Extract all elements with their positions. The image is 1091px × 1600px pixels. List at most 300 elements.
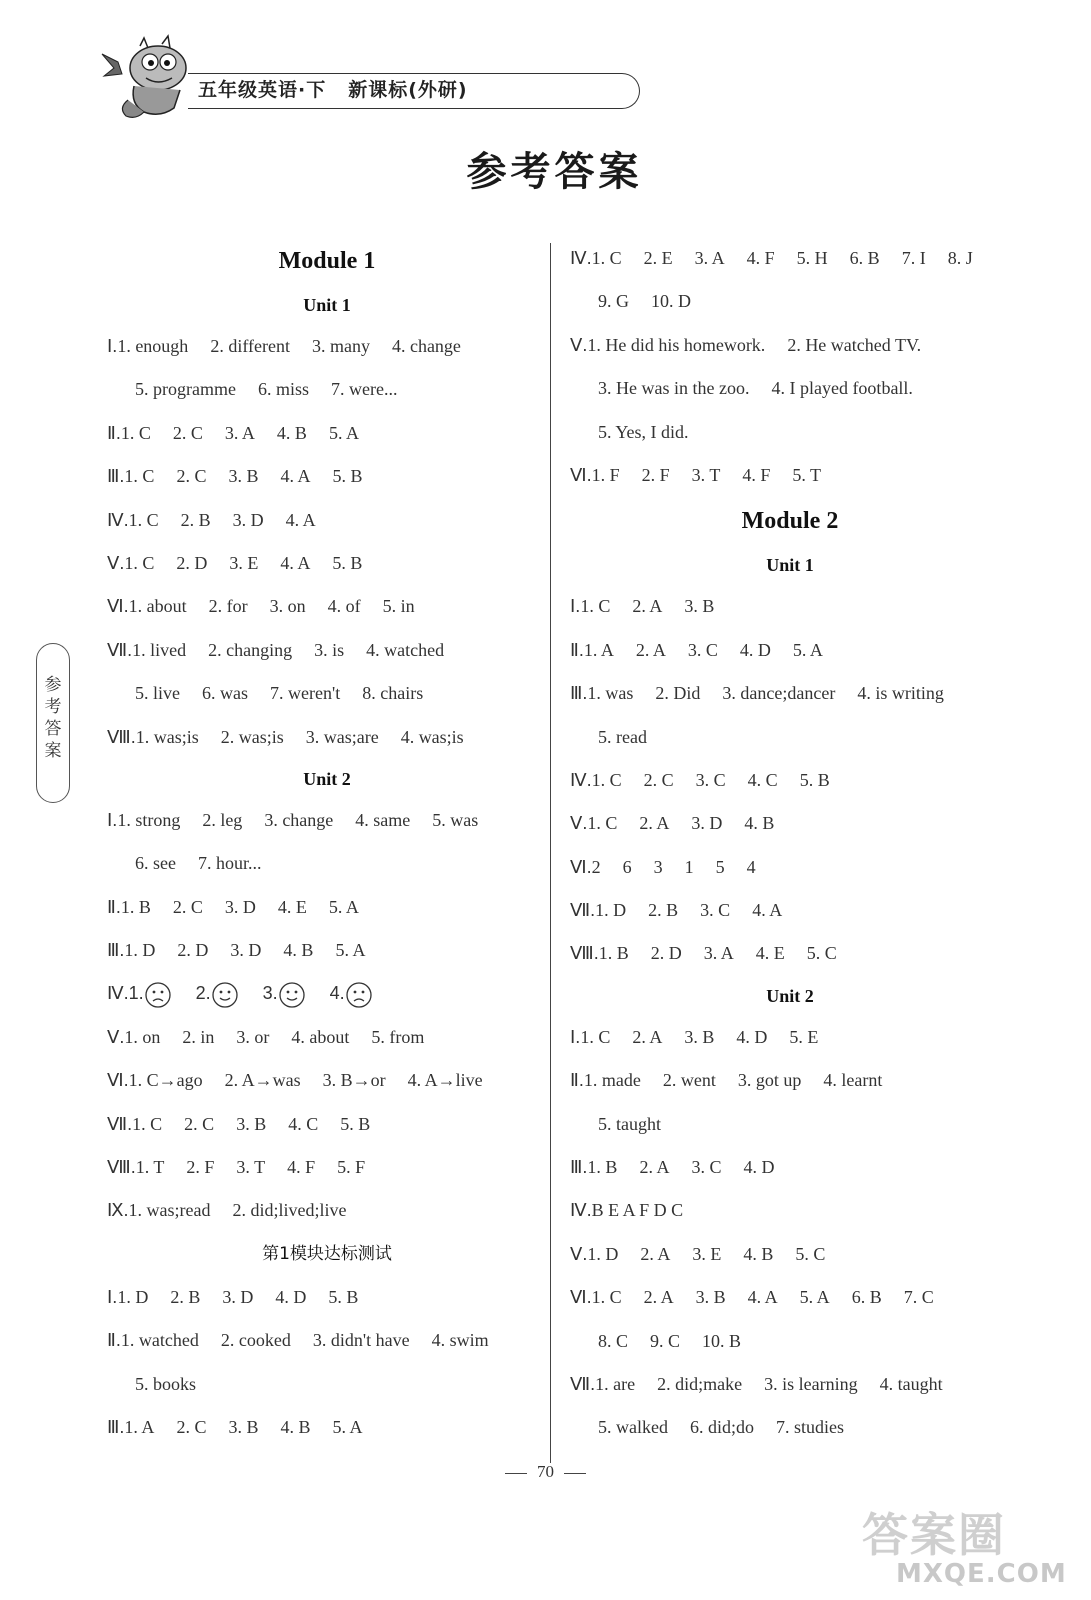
answer-item: 3. B — [228, 466, 259, 487]
answer-item: 5. B — [340, 1113, 371, 1134]
answer-line — [107, 629, 547, 672]
answer-item: 3. E — [692, 1243, 722, 1264]
answer-number: 1. — [128, 983, 144, 1004]
answer-item: 6 — [622, 856, 632, 877]
answer-line — [570, 237, 1010, 280]
page-number — [0, 1462, 1091, 1482]
answer-item: 5. programme — [135, 379, 236, 400]
answer-line — [107, 1146, 547, 1189]
answer-item: 4. taught — [879, 1373, 943, 1394]
answer-item: 2. A — [639, 1157, 670, 1178]
answer-line — [107, 412, 547, 455]
answer-item: 4. F — [746, 248, 775, 268]
answer-item: 4. I played football. — [771, 378, 913, 399]
answer-item: 2. C — [643, 769, 674, 790]
answer-item: 2. F — [186, 1157, 215, 1178]
answer-item: 5. A — [799, 1287, 830, 1308]
answer-item: 2. He watched TV. — [787, 334, 922, 355]
sad-face-icon — [144, 981, 172, 1009]
answer-line — [107, 499, 547, 542]
right-answer-column — [570, 237, 1010, 1450]
answer-line — [107, 585, 547, 628]
answer-item: 5. E — [789, 1026, 819, 1047]
answer-item: 3. B — [684, 596, 715, 617]
answer-item: 2. A — [632, 596, 663, 617]
answer-item: 3. C — [695, 769, 726, 790]
module-heading: Module 2 — [741, 508, 839, 535]
answer-line — [107, 886, 547, 929]
book-grade-label: 五年级英语·下 — [198, 79, 327, 101]
answer-item: 1. C — [132, 1113, 163, 1134]
watermark-url: MXQE.COM — [896, 1559, 1067, 1589]
answer-item: 3. B — [228, 1416, 259, 1437]
answer-item: 1. watched — [120, 1330, 199, 1351]
answer-item: 1. was;read — [128, 1200, 211, 1221]
answer-item: 2. D — [176, 552, 208, 573]
answer-item: 4. A — [747, 1287, 778, 1308]
section-label: Ⅳ. — [570, 769, 592, 790]
answer-item: 4. F — [742, 464, 771, 485]
section-label: Ⅷ. — [570, 943, 599, 964]
answer-number: 3. — [262, 983, 278, 1004]
answer-item: 8. C — [598, 1330, 629, 1351]
answer-item: 1. was;is — [135, 726, 199, 747]
answer-line — [107, 972, 547, 1015]
answer-line — [570, 411, 1010, 454]
answer-item: 5. B — [332, 466, 363, 487]
answer-item: 4. learnt — [823, 1070, 883, 1091]
answer-item: 1. C — [580, 1026, 611, 1047]
answer-item: 5. was — [432, 809, 479, 830]
answer-item: 2. A — [640, 1243, 671, 1264]
answer-line — [570, 585, 1010, 628]
answer-item: 4. D — [736, 1026, 768, 1047]
answer-item: 4. same — [355, 809, 411, 830]
answer-item: 4. of — [327, 596, 361, 617]
section-label: Ⅶ. — [570, 900, 596, 921]
answer-item: 4. change — [391, 336, 461, 356]
answer-item: 2 — [591, 856, 601, 877]
unit-heading: Unit 2 — [303, 768, 351, 789]
answer-line — [570, 846, 1010, 889]
answer-line — [107, 672, 547, 715]
answer-item: 5. F — [337, 1157, 366, 1178]
answer-item: 1. A — [124, 1416, 155, 1437]
header-banner — [188, 73, 640, 109]
answer-item: 8. J — [947, 248, 973, 268]
answer-item: 3. D — [232, 509, 264, 530]
answer-line — [570, 1233, 1010, 1276]
page-number-value: 70 — [537, 1462, 554, 1481]
answer-item: 1. C→ago — [128, 1070, 203, 1091]
answer-line — [107, 1363, 547, 1406]
answer-line — [570, 324, 1010, 367]
side-tab-char: 考 — [44, 697, 62, 717]
answer-line — [570, 1189, 1010, 1232]
answer-item: 4. A→live — [407, 1070, 483, 1091]
answer-item: 1. F — [591, 464, 620, 485]
answer-item: 10. B — [702, 1330, 742, 1351]
answer-line — [107, 542, 547, 585]
answer-item: 7. hour... — [197, 853, 262, 874]
answer-line — [570, 1363, 1010, 1406]
answer-item: 2. C — [176, 1416, 207, 1437]
answer-item: 5. A — [328, 896, 359, 917]
answer-item: 3. D — [691, 813, 723, 834]
answer-item: 6. miss — [257, 379, 309, 400]
answer-item: 5. B — [332, 552, 363, 573]
answer-item: 4. about — [291, 1026, 350, 1047]
answer-item: 6. B — [849, 248, 880, 268]
answer-item: 1. C — [124, 552, 155, 573]
answer-item: 1. made — [583, 1070, 641, 1091]
answer-item: 2. changing — [208, 639, 293, 660]
answer-item: 7. weren't — [270, 683, 341, 704]
happy-face-icon — [211, 981, 239, 1009]
answer-item: 1. C — [591, 1287, 622, 1308]
answer-item: 1. A — [583, 639, 614, 660]
section-label: Ⅲ. — [107, 1416, 125, 1437]
page-header — [100, 32, 560, 122]
answer-line — [107, 1276, 547, 1319]
answer-line — [570, 1146, 1010, 1189]
answer-item: 5. H — [796, 248, 828, 268]
section-label: Ⅴ. — [107, 1026, 125, 1047]
section-label: Ⅶ. — [107, 1113, 133, 1134]
section-label: Ⅲ. — [570, 683, 588, 704]
answer-item: 9. G — [598, 291, 629, 312]
answer-item: B E A F D C — [591, 1200, 684, 1221]
answer-line — [107, 1189, 547, 1232]
answer-item: 5. in — [382, 596, 415, 617]
answer-item: 3. is learning — [764, 1373, 858, 1394]
happy-face-icon — [278, 981, 306, 1009]
answer-line — [570, 716, 1010, 759]
answer-item: 6. see — [135, 853, 176, 874]
answer-item: 4. A — [752, 900, 783, 921]
answer-line — [570, 1059, 1010, 1102]
answer-line — [107, 1059, 547, 1102]
answer-item: 4. E — [277, 896, 307, 917]
answer-item: 1. was — [587, 683, 634, 704]
answer-item: 5. read — [598, 726, 647, 747]
answer-item: 2. did;lived;live — [232, 1200, 347, 1221]
section-label: Ⅶ. — [107, 639, 133, 660]
answer-line — [107, 1406, 547, 1449]
answer-item: 2. C — [172, 422, 203, 443]
answer-line — [570, 802, 1010, 845]
answer-item: 3. or — [236, 1026, 270, 1047]
answer-line — [107, 455, 547, 498]
answer-item: 8. chairs — [362, 683, 424, 704]
sad-face-icon — [345, 981, 373, 1009]
answer-item: 3. was;are — [305, 726, 379, 747]
answer-item: 4. was;is — [400, 726, 464, 747]
answer-item: 4. is writing — [857, 683, 944, 704]
answer-item: 1. on — [124, 1026, 161, 1047]
answer-item: 5. B — [328, 1286, 359, 1307]
answer-item: 3. D — [230, 940, 262, 961]
unit-heading: Unit 2 — [766, 985, 814, 1006]
section-label: Ⅲ. — [570, 1157, 588, 1178]
section-label: Ⅱ. — [107, 422, 121, 443]
answer-item: 10. D — [651, 291, 691, 312]
section-label: Ⅶ. — [570, 1373, 596, 1394]
answer-item: 7. studies — [776, 1417, 845, 1438]
answer-item: 7. C — [903, 1287, 934, 1308]
answer-item: 1. D — [124, 940, 156, 961]
answer-item: 3. D — [222, 1286, 254, 1307]
answer-item: 2. did;make — [657, 1373, 743, 1394]
answer-line — [570, 367, 1010, 410]
answer-item: 5. A — [335, 940, 366, 961]
answer-item: 2. F — [641, 464, 670, 485]
section-label: Ⅰ. — [570, 1026, 581, 1047]
section-label: Ⅴ. — [570, 813, 588, 834]
answer-item: 3. B — [684, 1026, 715, 1047]
answer-line — [570, 1103, 1010, 1146]
answer-item: 3. D — [224, 896, 256, 917]
answer-item: 3. C — [687, 639, 718, 660]
answer-item: 3. many — [311, 336, 370, 356]
answer-item: 1. B — [120, 896, 151, 917]
answer-line — [107, 1103, 547, 1146]
answer-item: 3. B — [236, 1113, 267, 1134]
answer-item: 1. C — [120, 422, 151, 443]
answer-line — [570, 629, 1010, 672]
section-label: Ⅵ. — [570, 1287, 592, 1308]
unit-heading: Unit 1 — [766, 555, 814, 576]
answer-item: 2. C — [184, 1113, 215, 1134]
side-tab-char: 答 — [44, 719, 62, 739]
answer-item: 4. D — [739, 639, 771, 660]
answer-item: 5. C — [795, 1243, 826, 1264]
answer-item: 2. A — [632, 1026, 663, 1047]
answer-line — [107, 368, 547, 411]
section-label: Ⅲ. — [107, 940, 125, 961]
section-label: Ⅰ. — [107, 809, 118, 830]
answer-item: 7. were... — [330, 379, 398, 400]
answer-item: 4. B — [276, 422, 307, 443]
answer-line — [107, 842, 547, 885]
answer-item: 1. He did his homework. — [587, 334, 766, 355]
answer-item: 3. C — [691, 1157, 722, 1178]
section-label: Ⅴ. — [570, 334, 588, 355]
answer-line — [570, 1016, 1010, 1059]
answer-item: 4. A — [280, 466, 311, 487]
answer-item: 2. A→was — [224, 1070, 301, 1091]
answer-item: 9. C — [650, 1330, 681, 1351]
answer-item: 4. F — [287, 1157, 316, 1178]
answer-item: 2. for — [208, 596, 248, 617]
test-heading: 第1模块达标测试 — [262, 1243, 392, 1264]
answer-line — [570, 1406, 1010, 1449]
answer-item: 3. B — [695, 1287, 726, 1308]
answer-item: 5 — [715, 856, 725, 877]
answer-item: 2. B — [170, 1286, 201, 1307]
answer-item: 2. C — [176, 466, 207, 487]
answer-line — [570, 454, 1010, 497]
left-answer-column — [107, 237, 547, 1449]
answer-line — [570, 1276, 1010, 1319]
answer-item: 1. D — [587, 1243, 619, 1264]
answer-item: 3. B→or — [322, 1070, 386, 1091]
answer-item: 5. A — [792, 639, 823, 660]
site-watermark — [862, 1510, 1082, 1590]
answer-line — [570, 280, 1010, 323]
answer-item: 5. A — [328, 422, 359, 443]
answer-item: 4. watched — [366, 639, 445, 660]
unit-heading: Unit 1 — [303, 295, 351, 315]
answer-item: 5. C — [806, 943, 837, 964]
answer-item: 3. T — [236, 1157, 266, 1178]
answer-item: 2. B — [180, 509, 211, 530]
answer-number: 4. — [329, 983, 345, 1004]
answer-item: 2. D — [650, 943, 682, 964]
answer-item: 1. C — [587, 813, 618, 834]
answer-item: 1. C — [591, 769, 622, 790]
answer-line — [107, 716, 547, 759]
answer-line — [107, 1016, 547, 1059]
answer-item: 1. are — [595, 1373, 636, 1394]
section-label: Ⅴ. — [107, 552, 125, 573]
answer-line — [107, 1319, 547, 1362]
section-label: Ⅰ. — [107, 336, 118, 356]
answer-line — [570, 932, 1010, 975]
answer-item: 4. B — [743, 1243, 774, 1264]
answer-item: 2. A — [635, 639, 666, 660]
section-label: Ⅵ. — [570, 856, 592, 877]
answer-item: 1. C — [580, 596, 611, 617]
answer-item: 4. swim — [431, 1330, 489, 1351]
answer-item: 1. D — [117, 1286, 149, 1307]
answer-item: 7. I — [901, 248, 926, 268]
answer-item: 1. C — [124, 466, 155, 487]
section-label: Ⅲ. — [107, 466, 125, 487]
answer-item: 3. dance;dancer — [722, 683, 836, 704]
answer-line — [570, 889, 1010, 932]
side-tab-char: 参 — [44, 675, 62, 695]
answer-item: 1 — [684, 856, 694, 877]
answer-item: 2. B — [648, 900, 679, 921]
answer-item: 3. He was in the zoo. — [598, 378, 750, 399]
answer-item: 4. B — [280, 1416, 311, 1437]
answer-item: 1. D — [595, 900, 627, 921]
answer-item: 4. D — [275, 1286, 307, 1307]
answer-item: 3. C — [700, 900, 731, 921]
answer-item: 3. got up — [737, 1070, 802, 1091]
answer-item: 2. A — [639, 813, 670, 834]
answer-item: 3. E — [229, 552, 259, 573]
section-label: Ⅸ. — [107, 1200, 129, 1221]
answer-item: 2. A — [643, 1287, 674, 1308]
section-label: Ⅱ. — [107, 1330, 121, 1351]
section-label: Ⅳ. — [107, 983, 129, 1004]
answer-item: 1. C — [128, 509, 159, 530]
answer-item: 4. A — [285, 509, 316, 530]
answer-item: 6. B — [851, 1287, 882, 1308]
answer-item: 3. T — [691, 464, 721, 485]
section-label: Ⅱ. — [570, 1070, 584, 1091]
answer-item: 5. A — [332, 1416, 363, 1437]
answer-item: 1. about — [128, 596, 187, 617]
answer-item: 3. is — [314, 639, 345, 660]
answer-item: 3. A — [224, 422, 255, 443]
answer-item: 5. live — [135, 683, 180, 704]
book-edition-label: 新课标(外研) — [348, 79, 468, 101]
section-label: Ⅵ. — [107, 1070, 129, 1091]
answer-item: 4. D — [743, 1157, 775, 1178]
answer-line — [107, 799, 547, 842]
answer-item: 2. went — [662, 1070, 716, 1091]
answer-item: 5. Yes, I did. — [598, 421, 689, 442]
answer-item: 4. E — [755, 943, 785, 964]
answer-item: 2. D — [177, 940, 209, 961]
module-heading: Module 1 — [278, 248, 376, 274]
answer-item: 4 — [746, 856, 756, 877]
section-label: Ⅳ. — [570, 248, 592, 268]
section-label: Ⅴ. — [570, 1243, 588, 1264]
column-divider — [550, 243, 551, 1463]
answer-item: 1. B — [587, 1157, 618, 1178]
answer-item: 4. B — [744, 813, 775, 834]
answer-item: 1. T — [135, 1157, 165, 1178]
section-label: Ⅷ. — [107, 726, 136, 747]
section-label: Ⅰ. — [570, 596, 581, 617]
section-label: Ⅵ. — [107, 596, 129, 617]
answer-item: 5. B — [799, 769, 830, 790]
answer-item: 3. change — [264, 809, 334, 830]
answer-item: 3. A — [694, 248, 725, 268]
side-tab — [36, 643, 70, 803]
answer-item: 3. on — [269, 596, 306, 617]
side-tab-char: 案 — [44, 741, 62, 761]
answer-line — [570, 1320, 1010, 1363]
answer-item: 1. lived — [132, 639, 187, 660]
section-label: Ⅵ. — [570, 464, 592, 485]
answer-item: 4. A — [280, 552, 311, 573]
answer-item: 2. was;is — [220, 726, 284, 747]
answer-item: 5. taught — [598, 1113, 661, 1134]
answer-number: 2. — [195, 983, 211, 1004]
answer-item: 1. C — [591, 248, 622, 268]
answer-item: 2. in — [182, 1026, 215, 1047]
page-title: 参考答案 — [466, 148, 643, 195]
section-label: Ⅰ. — [107, 1286, 118, 1307]
answer-item: 3. didn't have — [312, 1330, 410, 1351]
section-label: Ⅳ. — [570, 1200, 592, 1221]
section-label: Ⅱ. — [107, 896, 121, 917]
section-label: Ⅷ. — [107, 1157, 136, 1178]
answer-item: 3 — [653, 856, 663, 877]
section-label: Ⅱ. — [570, 639, 584, 660]
answer-item: 1. B — [598, 943, 629, 964]
answer-item: 2. different — [210, 336, 290, 356]
answer-line — [107, 929, 547, 972]
answer-item: 1. enough — [117, 336, 189, 356]
answer-item: 5. walked — [598, 1417, 668, 1438]
section-label: Ⅳ. — [107, 509, 129, 530]
answer-item: 6. did;do — [689, 1417, 754, 1438]
answer-item: 6. was — [202, 683, 248, 704]
answer-line — [570, 672, 1010, 715]
watermark-logo-text: 答案圈 — [862, 1508, 1006, 1562]
answer-line — [107, 325, 547, 368]
dragon-mascot-icon — [100, 32, 200, 122]
answer-item: 5. from — [371, 1026, 425, 1047]
answer-item: 2. C — [172, 896, 203, 917]
answer-item: 3. A — [703, 943, 734, 964]
